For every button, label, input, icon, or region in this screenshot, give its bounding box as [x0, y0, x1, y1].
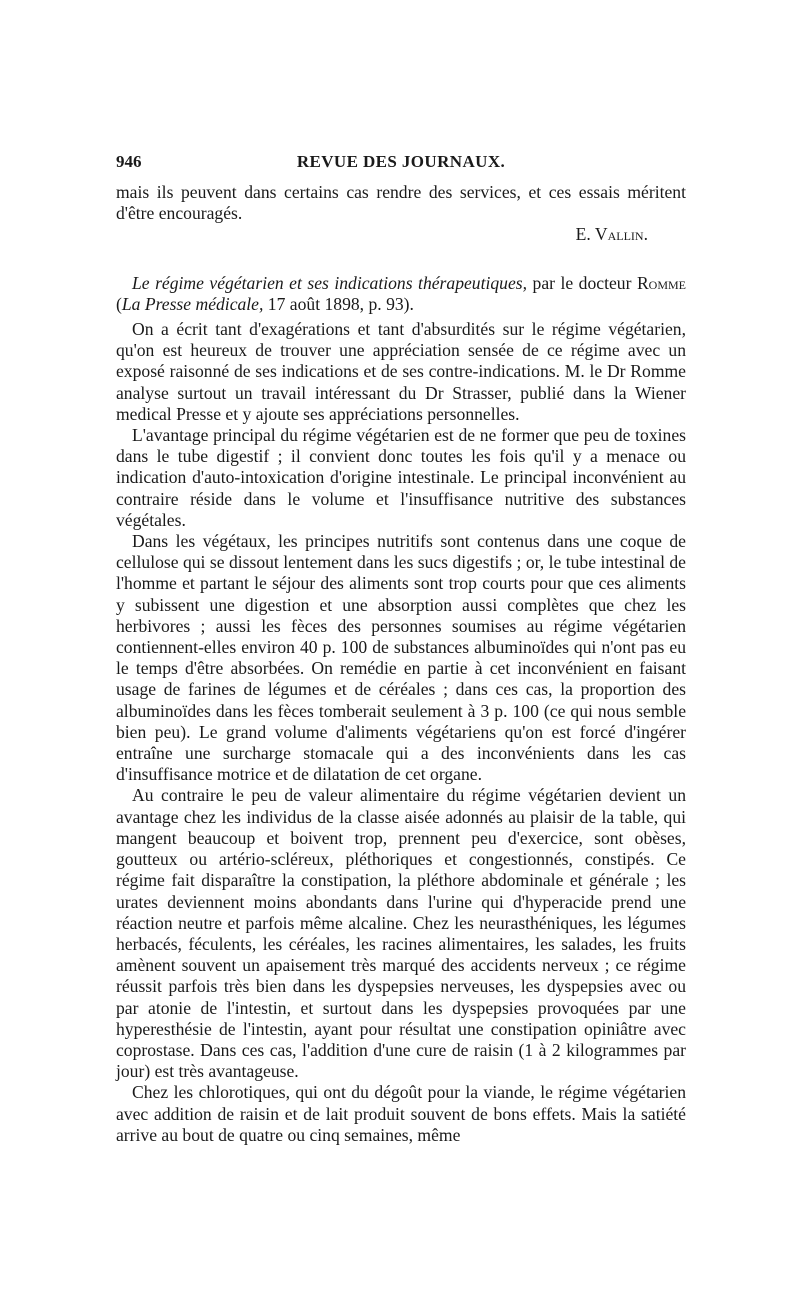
article-author: Romme: [636, 272, 687, 293]
previous-article-closing: mais ils peuvent dans certains cas rendre des services, et ces essais méritent d'être encouragés.: [116, 182, 686, 224]
paragraph-1: On a écrit tant d'exagérations et tant d'absurdités sur le régime végétarien, qu'on est heureux de trouver une appréciation sensée de ce régime avec un exposé raisonné de ses indications et de ses contre-indications. M. le Dr Romme analyse surtout un travail intéressant du Dr Strasser, publié dans la Wiener medical Presse et y ajoute ses appréciations personnelles.: [116, 319, 686, 424]
article-title-italic: Le régime végétarien et ses indications thérapeutiques,: [132, 272, 528, 293]
running-title: REVUE DES JOURNAUX.: [296, 152, 506, 171]
signature-line: [116, 224, 686, 245]
paragraph-3: Dans les végétaux, les principes nutritifs sont contenus dans une coque de cellulose qui se dissout lentement dans les sucs digestifs ; or, le tube intestinal de l'homme et partant le séjour des aliments sont trop courts pour que ces aliments y subissent une digestion et une absorption aussi complètes que chez les herbivores ; aussi les fèces des personnes soumises au régime végétarien contiennent-elles environ 40 p. 100 de substances albuminoïdes qui n'ont pas eu le temps d'être absorbées. On remédie en partie à cet inconvénient en faisant usage de farines de légumes et de céréales ; dans ces cas, la proportion des albuminoïdes dans les fèces tomberait seulement à 3 p. 100 (ce qui nous semble bien peu). Le grand volume d'aliments végétariens qu'on est forcé d'ingérer entraîne une surcharge stomacale qui a des inconvénients dans les cas d'insuffisance motrice et de dilatation de cet organe.: [116, 531, 686, 785]
paragraph-5: Chez les chlorotiques, qui ont du dégoût pour la viande, le régime végétarien avec addition de raisin et de lait produit souvent de bons effets. Mais la satiété arrive au bout de quatre ou cinq semaines, même: [116, 1082, 686, 1145]
paragraph-2: L'avantage principal du régime végétarien est de ne former que peu de toxines dans le tube digestif ; il convient donc toutes les fois qu'il y a menace ou indication d'auto-intoxication d'origine intestinale. Le principal inconvénient au contraire réside dans le volume et l'insuffisance nutritive des substances végétales.: [116, 425, 686, 530]
page-header: [116, 152, 686, 178]
source-details: 17 août 1898, p. 93).: [263, 293, 414, 314]
article-title-by: par le docteur: [527, 272, 637, 293]
source-journal: La Presse médicale,: [121, 293, 264, 314]
author-signature: E. Vallin.: [575, 224, 648, 245]
body-text: [116, 182, 686, 1146]
article-title: Le régime végétarien et ses indications thérapeutiques, par le docteur Romme (La Presse médicale, 17 août 1898, p. 93).: [116, 272, 687, 314]
page-number: 946: [116, 152, 142, 171]
paragraph-4: Au contraire le peu de valeur alimentaire du régime végétarien devient un avantage chez les individus de la classe aisée adonnés au plaisir de la table, qui mangent beaucoup et boivent trop, prennent peu d'exercice, sont obèses, goutteux ou artério-scléreux, pléthoriques et congestionnés, constipés. Ce régime fait disparaître la constipation, la pléthore abdominale et générale ; les urates deviennent moins abondants dans l'urine qui d'hyperacide prend une réaction neutre et parfois même alcaline. Chez les neurasthéniques, les légumes herbacés, féculents, les céréales, les racines alimentaires, les salades, les fruits amènent souvent un apaisement très marqué des accidents nerveux ; ce régime réussit parfois très bien dans les dyspepsies nerveuses, les dyspepsies avec ou par atonie de l'intestin, et surtout dans les dyspepsies provoquées par une hyperesthésie de l'intestin, ayant pour résultat une constipation opiniâtre avec coprostase. Dans ces cas, l'addition d'une cure de raisin (1 à 2 kilogrammes par jour) est très avantageuse.: [116, 785, 686, 1082]
